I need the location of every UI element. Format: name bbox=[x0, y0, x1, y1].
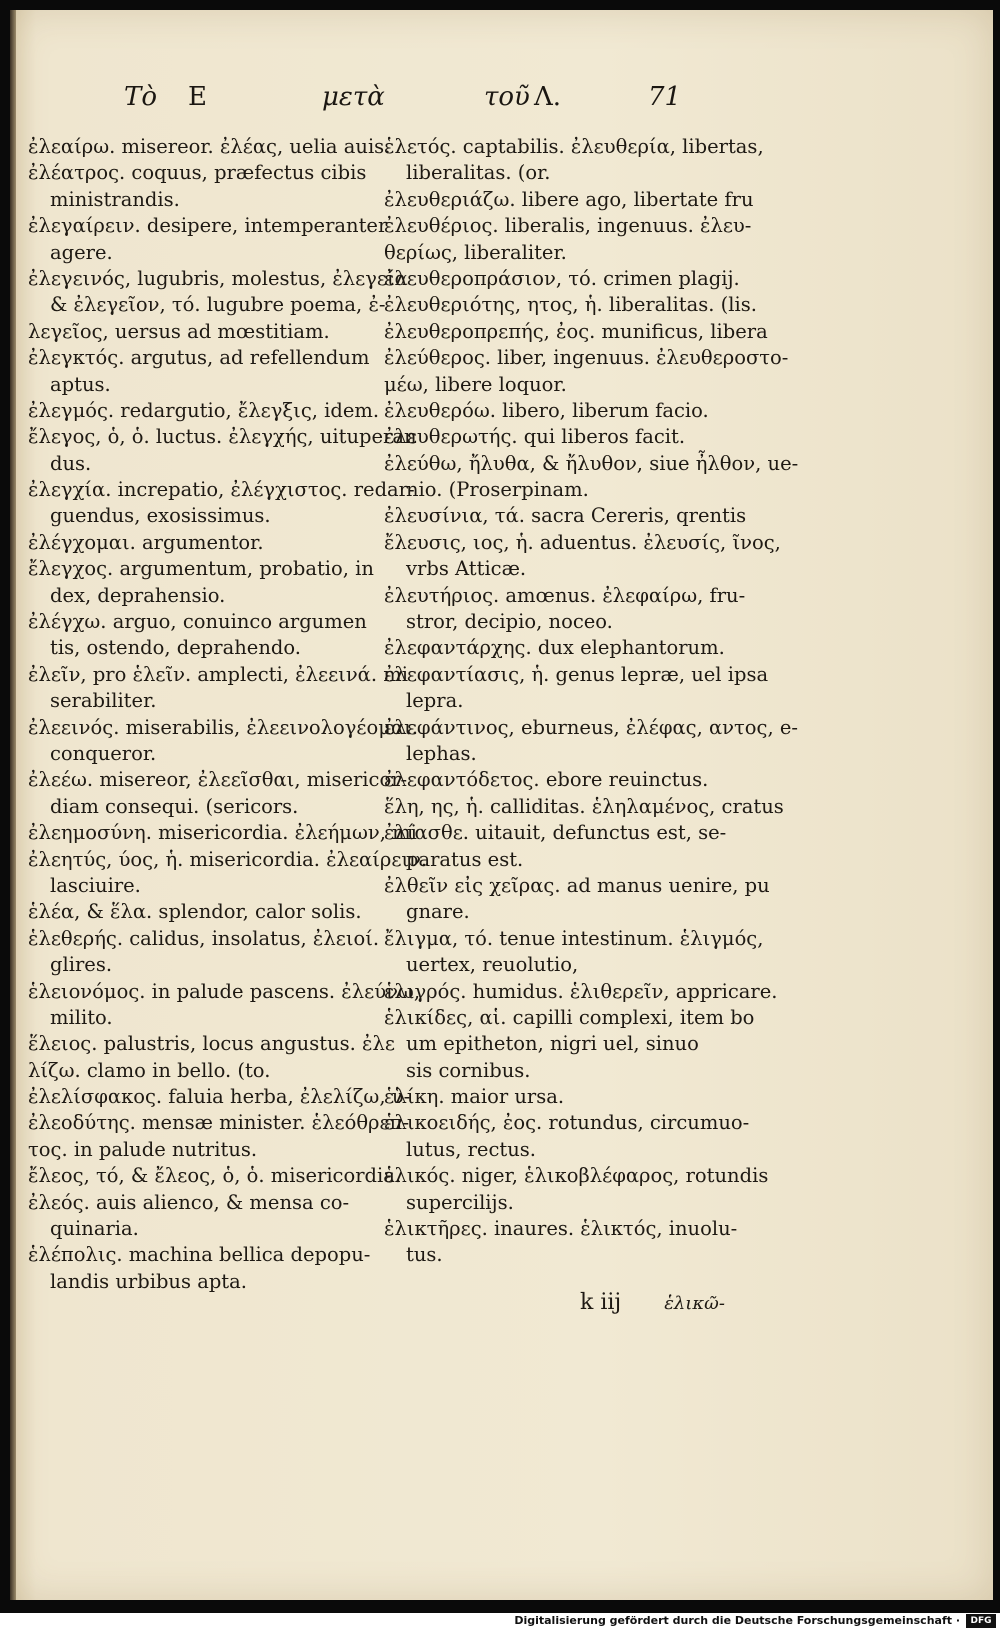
dictionary-line: ἑλικτῆρες. inaures. ἑλικτός, inuolu- bbox=[384, 1217, 738, 1241]
dictionary-line: ἑλέπολις. machina bellica depopu- bbox=[28, 1243, 371, 1267]
dictionary-line: ἐλεός. auis alienco, & mensa co- bbox=[28, 1190, 350, 1214]
dictionary-line: lasciuire. bbox=[50, 873, 141, 897]
dictionary-line: ἐλεοδύτης. mensæ minister. ἑλεόθρεπ- bbox=[28, 1111, 410, 1135]
dictionary-line: ἔλευσις, ιος, ἡ. aduentus. ἐλευσίς, ῖνος, bbox=[384, 530, 781, 554]
dictionary-line: ἑλικοειδής, ἐος. rotundus, circumuo- bbox=[384, 1111, 750, 1135]
dictionary-line: ἐλεγχία. increpatio, ἐλέγχιστος. redar- bbox=[28, 478, 415, 502]
dictionary-line: paratus est. bbox=[406, 847, 524, 871]
dictionary-line: ἐλεέω. misereor, ἐλεεῖσθαι, misericor- bbox=[28, 768, 408, 792]
dictionary-line: ἑλίκη. maior ursa. bbox=[384, 1085, 565, 1109]
dictionary-line: ἑλεθερής. calidus, insolatus, ἐλειοί. bbox=[28, 926, 380, 950]
dictionary-line: τος. in palude nutritus. bbox=[28, 1137, 258, 1161]
folio-number: 71 bbox=[648, 82, 682, 112]
dictionary-line: ἐλεημοσύνη. misericordia. ἐλεήμων, mi bbox=[28, 821, 417, 845]
dictionary-line: agere. bbox=[50, 240, 113, 264]
dictionary-line: ἐλίασθε. uitauit, defunctus est, se- bbox=[384, 821, 727, 845]
dictionary-line: aptus. bbox=[50, 372, 111, 396]
dictionary-line: ἕλειος. palustris, locus angustus. ἐλε bbox=[28, 1032, 395, 1056]
running-head-genitive: τοῦ bbox=[484, 82, 530, 112]
dictionary-line: ἐλεφαντόδετος. ebore reuinctus. bbox=[384, 768, 709, 792]
running-head-meta: μετὰ bbox=[322, 82, 385, 112]
dictionary-line: conqueror. bbox=[50, 741, 157, 765]
dictionary-line: ἑλικός. niger, ἑλικοβλέφαρος, rotundis bbox=[384, 1164, 769, 1188]
dictionary-line: ἔλεγχος. argumentum, probatio, in bbox=[28, 557, 374, 581]
footer-credit: Digitalisierung gefördert durch die Deutsche Forschungsgemeinschaft · bbox=[514, 1614, 960, 1627]
dictionary-line: ἐλεεινός. miserabilis, ἐλεεινολογέομαι. bbox=[28, 715, 418, 739]
dictionary-line: ἐλεφαντίασις, ἡ. genus lepræ, uel ipsa bbox=[384, 662, 769, 686]
dictionary-line: glires. bbox=[50, 953, 113, 977]
dictionary-line: milito. bbox=[50, 1005, 113, 1029]
dictionary-line: nio. (Proserpinam. bbox=[406, 478, 589, 502]
dictionary-line: landis urbibus apta. bbox=[50, 1269, 247, 1293]
dictionary-line: sis cornibus. bbox=[406, 1058, 531, 1082]
dictionary-line: ἑλέα, & ἕλα. splendor, calor solis. bbox=[28, 900, 362, 924]
dictionary-line: serabiliter. bbox=[50, 689, 157, 713]
dictionary-line: supercilijs. bbox=[406, 1190, 514, 1214]
dictionary-line: ἐλέγχω. arguo, conuinco argumen bbox=[28, 610, 367, 634]
dictionary-line: ἐλεητύς, ύος, ἡ. misericordia. ἐλεαίρειν. bbox=[28, 847, 428, 871]
signature-line bbox=[580, 1290, 725, 1315]
dictionary-line: & ἐλεγεῖον, τό. lugubre poema, ἐ- bbox=[50, 293, 386, 317]
running-head-letter: Ε bbox=[188, 82, 207, 112]
dictionary-line: ἐλέγχομαι. argumentor. bbox=[28, 530, 264, 554]
dictionary-line: ἔλεος, τό, & ἔλεος, ὁ, ὁ. misericordia. bbox=[28, 1164, 402, 1188]
dfg-logo: DFG bbox=[966, 1614, 996, 1628]
dictionary-line: μέω, libere loquor. bbox=[384, 372, 567, 396]
dictionary-line: gnare. bbox=[406, 900, 470, 924]
dictionary-line: ἐλεύθερος. liber, ingenuus. ἐλευθεροστο- bbox=[384, 346, 789, 370]
dictionary-line: ἑλικίδες, αἱ. capilli complexi, item bo bbox=[384, 1005, 755, 1029]
right-column bbox=[384, 134, 799, 1269]
dictionary-line: ἐλεῖν, pro ἑλεῖν. amplecti, ἐλεεινά. mi bbox=[28, 662, 408, 686]
dictionary-line: ἔλεγος, ὁ, ὁ. luctus. ἐλεγχής, uituperan bbox=[28, 425, 417, 449]
running-head-letter-after: Λ. bbox=[534, 82, 562, 112]
binding-edge bbox=[10, 10, 16, 1600]
running-head bbox=[10, 82, 993, 122]
dictionary-line: um epitheton, nigri uel, sinuo bbox=[406, 1032, 699, 1056]
dictionary-line: ἑλειονόμος. in palude pascens. ἐλεύνω, bbox=[28, 979, 421, 1003]
dictionary-line: ἐλευθερόω. libero, liberum facio. bbox=[384, 398, 709, 422]
dictionary-line: ἕλη, ης, ἡ. calliditas. ἑληλαμένος, cratus bbox=[384, 794, 784, 818]
dictionary-line: vrbs Atticæ. bbox=[406, 557, 527, 581]
dictionary-line: diam consequi. (sericors. bbox=[50, 794, 299, 818]
dictionary-line: ministrandis. bbox=[50, 187, 180, 211]
dictionary-line: ἔλιγμα, τό. tenue intestinum. ἑλιγμός, bbox=[384, 926, 764, 950]
dictionary-line: ἑλιγρός. humidus. ἑλιθερεῖν, appricare. bbox=[384, 979, 778, 1003]
digitization-footer bbox=[0, 1613, 1000, 1630]
dictionary-line: stror, decipio, noceo. bbox=[406, 610, 613, 634]
signature-mark: k iij bbox=[580, 1290, 622, 1315]
dictionary-line: guendus, exosissimus. bbox=[50, 504, 271, 528]
dictionary-line: λεγεῖος, uersus ad mœstitiam. bbox=[28, 319, 330, 343]
dictionary-line: ἐλεγεινός, lugubris, molestus, ἐλεγεία bbox=[28, 266, 408, 290]
dictionary-line: lephas. bbox=[406, 741, 477, 765]
book-page bbox=[10, 10, 993, 1600]
catchword: ἑλικῶ- bbox=[664, 1293, 725, 1314]
dictionary-line: ἐλεφαντάρχης. dux elephantorum. bbox=[384, 636, 725, 660]
dictionary-line: ἐλευσίνια, τά. sacra Cereris, qrentis bbox=[384, 504, 747, 528]
dictionary-line: ἐλεφάντινος, eburneus, ἐλέφας, αντος, e- bbox=[384, 715, 798, 739]
dictionary-line: ἐλεαίρω. misereor. ἐλέας, uelia auis. bbox=[28, 135, 391, 158]
dictionary-line: ἐλέατρος. coquus, præfectus cibis bbox=[28, 161, 367, 185]
dictionary-line: ἐλεύθω, ἤλυθα, & ἤλυθον, siue ἦλθον, ue- bbox=[384, 451, 799, 475]
dictionary-line: ἐλευθεριάζω. libere ago, libertate fru bbox=[384, 187, 754, 211]
dictionary-line: ἐλευθεροπράσιον, τό. crimen plagij. bbox=[384, 266, 740, 290]
dictionary-line: tis, ostendo, deprahendo. bbox=[50, 636, 301, 660]
dictionary-line: ἐλεγμός. redargutio, ἔλεγξις, idem. bbox=[28, 398, 380, 422]
dictionary-line: ἐλθεῖν εἰς χεῖρας. ad manus uenire, pu bbox=[384, 873, 770, 897]
dictionary-line: ἑλετός. captabilis. ἐλευθερία, libertas, bbox=[384, 135, 764, 158]
dictionary-line: ἐλευθερωτής. qui liberos facit. bbox=[384, 425, 686, 449]
dictionary-line: ἐλεγκτός. argutus, ad refellendum bbox=[28, 346, 370, 370]
dictionary-line: liberalitas. (or. bbox=[406, 161, 551, 185]
dictionary-line: ἐλευτήριος. amœnus. ἐλεφαίρω, fru- bbox=[384, 583, 746, 607]
dictionary-line: tus. bbox=[406, 1243, 443, 1267]
dictionary-line: dex, deprahensio. bbox=[50, 583, 226, 607]
dictionary-line: ἐλευθεριότης, ητος, ἡ. liberalitas. (lis. bbox=[384, 293, 757, 317]
dictionary-line: quinaria. bbox=[50, 1217, 139, 1241]
dictionary-line: ἐλελίσφακος. faluia herba, ἐλελίζω, ὑ- bbox=[28, 1085, 411, 1109]
left-column bbox=[28, 134, 428, 1295]
dictionary-line: λίζω. clamo in bello. (to. bbox=[28, 1058, 271, 1082]
running-head-article: Τὸ bbox=[124, 82, 157, 112]
dictionary-line: lutus, rectus. bbox=[406, 1137, 536, 1161]
dictionary-line: ἐλεγαίρειν. desipere, intemperanter bbox=[28, 214, 388, 238]
dictionary-line: ἐλευθεροπρεπής, ἐος. munificus, libera bbox=[384, 319, 768, 343]
dictionary-line: θερίως, liberaliter. bbox=[384, 240, 567, 264]
dictionary-line: ἐλευθέριος. liberalis, ingenuus. ἐλευ- bbox=[384, 214, 752, 238]
dictionary-line: dus. bbox=[50, 451, 92, 475]
dictionary-line: lepra. bbox=[406, 689, 464, 713]
dictionary-line: uertex, reuolutio, bbox=[406, 953, 579, 977]
